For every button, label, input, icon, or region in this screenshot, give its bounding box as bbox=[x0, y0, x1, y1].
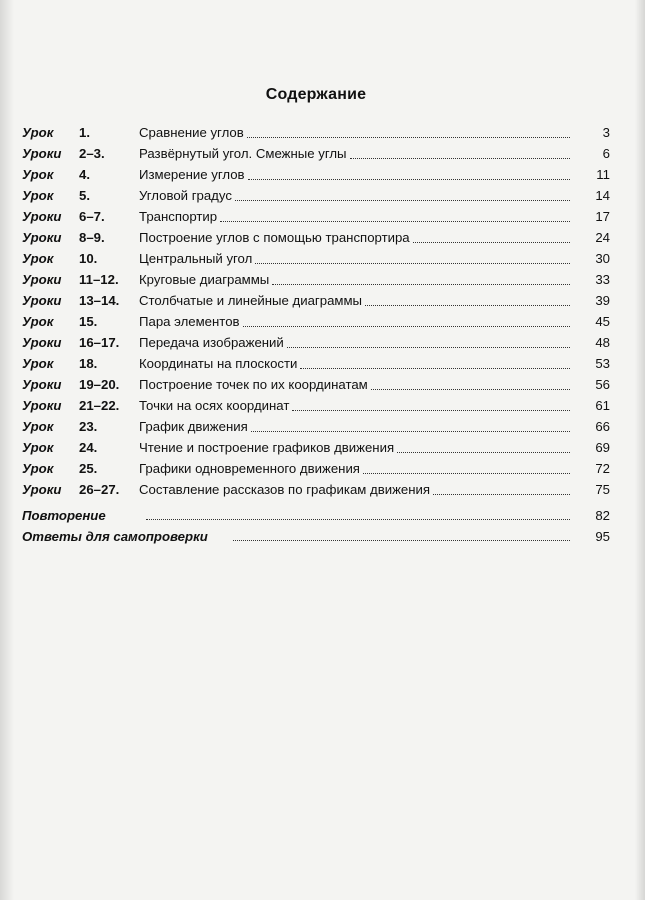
page-number: 11 bbox=[596, 167, 610, 182]
toc-row bbox=[22, 374, 612, 395]
page-number: 6 bbox=[602, 146, 610, 161]
lesson-entry bbox=[139, 143, 570, 164]
lesson-entry bbox=[139, 185, 570, 206]
lesson-kind: Уроки bbox=[22, 482, 62, 497]
dot-leader bbox=[251, 417, 570, 432]
lesson-title: Развёрнутый угол. Смежные углы bbox=[139, 146, 347, 161]
lesson-number: 4. bbox=[79, 167, 90, 182]
dot-leader bbox=[300, 354, 570, 369]
page-number: 30 bbox=[595, 251, 610, 266]
lesson-entry bbox=[139, 290, 570, 311]
toc-row bbox=[22, 248, 612, 269]
lesson-kind: Уроки bbox=[22, 377, 62, 392]
lesson-entry bbox=[139, 122, 570, 143]
lesson-title: Передача изображений bbox=[139, 335, 284, 350]
dot-leader bbox=[287, 333, 570, 348]
dot-leader bbox=[413, 228, 570, 243]
lesson-number: 23. bbox=[79, 419, 98, 434]
review-entry bbox=[146, 505, 570, 525]
lesson-kind: Уроки bbox=[22, 335, 62, 350]
toc-row bbox=[22, 269, 612, 290]
toc-row bbox=[22, 416, 612, 437]
dot-leader bbox=[272, 270, 570, 285]
lesson-number: 24. bbox=[79, 440, 98, 455]
page-number: 56 bbox=[595, 377, 610, 392]
page-number: 33 bbox=[595, 272, 610, 287]
dot-leader bbox=[235, 186, 570, 201]
page-number: 61 bbox=[595, 398, 610, 413]
lesson-title: Центральный угол bbox=[139, 251, 253, 266]
lesson-entry bbox=[139, 437, 570, 458]
lesson-kind: Урок bbox=[22, 167, 54, 182]
lesson-entry bbox=[139, 458, 570, 479]
toc-row bbox=[22, 437, 612, 458]
page-number: 24 bbox=[595, 230, 610, 245]
lesson-entry bbox=[139, 332, 570, 353]
page-number: 72 bbox=[595, 461, 610, 476]
review-title: Повторение bbox=[22, 508, 106, 523]
lesson-title: Чтение и построение графиков движения bbox=[139, 440, 395, 455]
toc-row bbox=[22, 311, 612, 332]
lesson-kind: Уроки bbox=[22, 293, 62, 308]
toc-row bbox=[22, 185, 612, 206]
lesson-entry bbox=[139, 227, 570, 248]
lesson-title: Пара элементов bbox=[139, 314, 240, 329]
lesson-kind: Урок bbox=[22, 356, 54, 371]
page-number: 69 bbox=[595, 440, 610, 455]
lesson-number: 5. bbox=[79, 188, 90, 203]
page-title: Содержание bbox=[265, 86, 367, 103]
lesson-kind: Урок bbox=[22, 188, 54, 203]
toc-row-answers bbox=[22, 526, 612, 547]
lesson-number: 16–17. bbox=[79, 335, 120, 350]
toc-row bbox=[22, 395, 612, 416]
dot-leader bbox=[365, 291, 570, 306]
lesson-title: Координаты на плоскости bbox=[139, 356, 298, 371]
toc-row bbox=[22, 458, 612, 479]
toc-row bbox=[22, 353, 612, 374]
lesson-entry bbox=[139, 248, 570, 269]
lesson-entry bbox=[139, 311, 570, 332]
lesson-kind: Уроки bbox=[22, 146, 62, 161]
dot-leader bbox=[233, 526, 570, 541]
page-number: 82 bbox=[595, 508, 610, 523]
lesson-kind: Уроки bbox=[22, 209, 62, 224]
lesson-number: 2–3. bbox=[79, 146, 105, 161]
dot-leader bbox=[247, 123, 570, 138]
page-number: 45 bbox=[595, 314, 610, 329]
toc-row bbox=[22, 227, 612, 248]
page-number: 39 bbox=[595, 293, 610, 308]
lesson-kind: Уроки bbox=[22, 272, 62, 287]
page-number: 75 bbox=[595, 482, 610, 497]
lesson-number: 10. bbox=[79, 251, 98, 266]
page-number: 95 bbox=[595, 529, 610, 544]
lesson-kind: Уроки bbox=[22, 398, 62, 413]
lesson-number: 13–14. bbox=[79, 293, 120, 308]
page-number: 3 bbox=[602, 125, 610, 140]
lesson-title: Круговые диаграммы bbox=[139, 272, 270, 287]
lesson-number: 15. bbox=[79, 314, 98, 329]
lesson-number: 11–12. bbox=[79, 272, 119, 287]
toc-row bbox=[22, 479, 612, 500]
toc-row bbox=[22, 122, 612, 143]
lesson-entry bbox=[139, 164, 570, 185]
lesson-number: 21–22. bbox=[79, 398, 120, 413]
lesson-title: Столбчатые и линейные диаграммы bbox=[139, 293, 363, 308]
dot-leader bbox=[220, 207, 570, 222]
dot-leader bbox=[146, 505, 570, 520]
page-number: 14 bbox=[595, 188, 610, 203]
dot-leader bbox=[248, 165, 570, 180]
lesson-number: 25. bbox=[79, 461, 98, 476]
lesson-number: 19–20. bbox=[79, 377, 120, 392]
lesson-number: 8–9. bbox=[79, 230, 105, 245]
toc-row bbox=[22, 290, 612, 311]
dot-leader bbox=[397, 438, 570, 453]
dot-leader bbox=[363, 459, 570, 474]
lesson-title: Угловой градус bbox=[139, 188, 232, 203]
lesson-entry bbox=[139, 374, 570, 395]
lesson-title: Составление рассказов по графикам движения bbox=[139, 482, 431, 497]
toc-row bbox=[22, 164, 612, 185]
dot-leader bbox=[371, 375, 570, 390]
lesson-entry bbox=[139, 353, 570, 374]
dot-leader bbox=[433, 480, 570, 495]
lesson-entry bbox=[139, 416, 570, 437]
lesson-entry bbox=[139, 206, 570, 227]
lesson-kind: Урок bbox=[22, 125, 54, 140]
lesson-entry bbox=[139, 269, 570, 290]
toc-row bbox=[22, 143, 612, 164]
lesson-number: 6–7. bbox=[79, 209, 105, 224]
toc-row bbox=[22, 332, 612, 353]
dot-leader bbox=[243, 312, 570, 327]
lesson-number: 18. bbox=[79, 356, 98, 371]
page-number: 48 bbox=[595, 335, 610, 350]
dot-leader bbox=[255, 249, 570, 264]
lesson-kind: Урок bbox=[22, 440, 54, 455]
toc-row bbox=[22, 206, 612, 227]
lesson-kind: Урок bbox=[22, 251, 54, 266]
lesson-title: Графики одновременного движения bbox=[139, 461, 360, 476]
lesson-title: Построение точек по их координатам bbox=[139, 377, 368, 392]
lesson-number: 1. bbox=[79, 125, 90, 140]
dot-leader bbox=[350, 144, 570, 159]
lesson-number: 26–27. bbox=[79, 482, 120, 497]
page-number: 53 bbox=[595, 356, 610, 371]
page-number: 66 bbox=[595, 419, 610, 434]
answers-title: Ответы для самопроверки bbox=[22, 529, 208, 544]
lesson-kind: Уроки bbox=[22, 230, 62, 245]
answers-entry bbox=[233, 526, 570, 546]
lesson-title: Точки на осях координат bbox=[139, 398, 290, 413]
lesson-title: Построение углов с помощью транспортира bbox=[139, 230, 410, 245]
lesson-entry bbox=[139, 395, 570, 416]
page-number: 17 bbox=[595, 209, 610, 224]
table-of-contents bbox=[22, 122, 612, 547]
toc-row-review bbox=[22, 505, 612, 526]
lesson-entry bbox=[139, 479, 570, 500]
lesson-kind: Урок bbox=[22, 314, 54, 329]
lesson-kind: Урок bbox=[22, 419, 54, 434]
lesson-kind: Урок bbox=[22, 461, 54, 476]
dot-leader bbox=[292, 396, 570, 411]
lesson-title: Измерение углов bbox=[139, 167, 245, 182]
lesson-title: Транспортир bbox=[139, 209, 218, 224]
lesson-title: Сравнение углов bbox=[139, 125, 244, 140]
lesson-title: График движения bbox=[139, 419, 248, 434]
